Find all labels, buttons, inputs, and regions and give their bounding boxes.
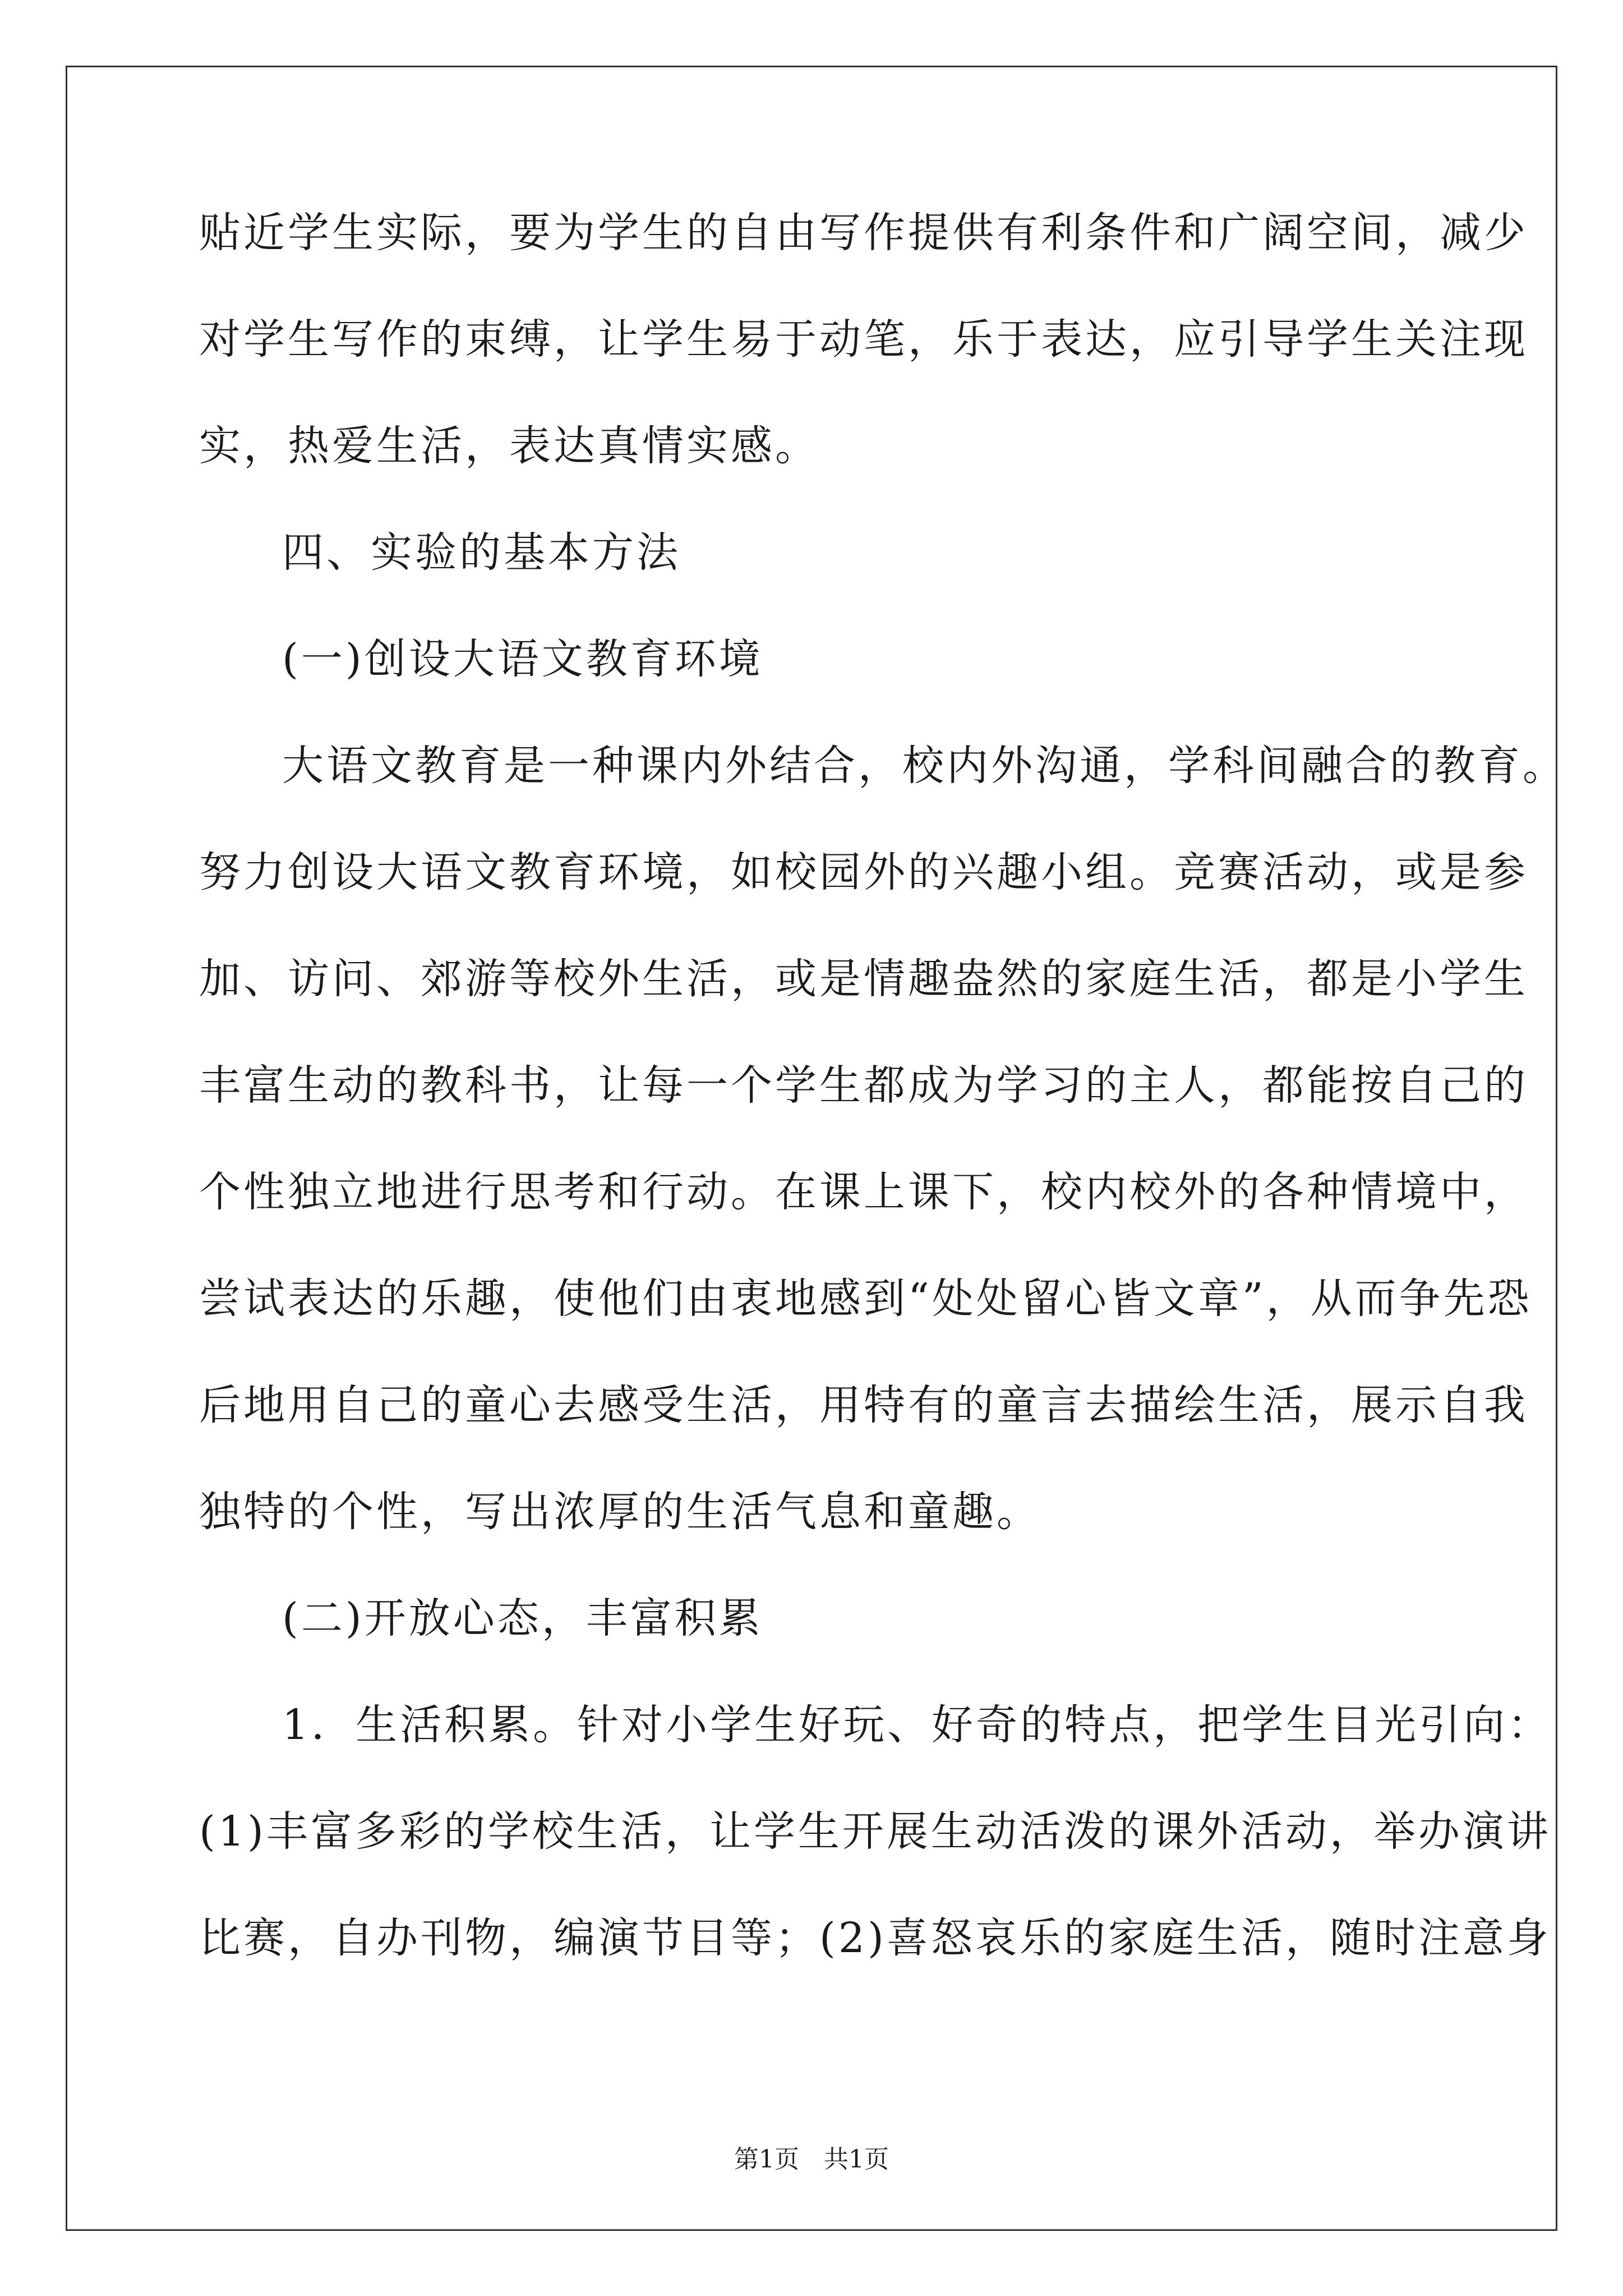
page-border [66,66,1557,2231]
text-line: (1)丰富多彩的学校生活，让学生开展生动活泼的课外活动，举办演讲 [199,1807,1551,1856]
section-heading: 四、实验的基本方法 [282,528,681,577]
text-line: 丰富生动的教科书，让每一个学生都成为学习的主人，都能按自己的 [199,1061,1528,1110]
text-line: 加、访问、郊游等校外生活，或是情趣盎然的家庭生活，都是小学生 [199,955,1528,1003]
subsection-heading: (二)开放心态，丰富积累 [282,1594,763,1642]
text-line: 比赛，自办刊物，编演节目等；(2)喜怒哀乐的家庭生活，随时注意身 [199,1914,1551,1962]
text-line: 独特的个性，写出浓厚的生活气息和童趣。 [199,1488,1041,1536]
text-line: 尝试表达的乐趣，使他们由衷地感到“处处留心皆文章”，从而争先恐 [199,1274,1532,1323]
text-line: 努力创设大语文教育环境，如校园外的兴趣小组。竞赛活动，或是参 [199,848,1528,896]
text-line: 对学生写作的束缚，让学生易于动笔，乐于表达，应引导学生关注现 [199,315,1528,364]
text-line: 个性独立地进行思考和行动。在课上课下，校内校外的各种情境中， [199,1168,1528,1216]
text-line: 实，热爱生活，表达真情实感。 [199,422,819,470]
text-line: 1．生活积累。针对小学生好玩、好奇的特点，把学生目光引向： [282,1701,1552,1749]
text-line: 后地用自己的童心去感受生活，用特有的童言去描绘生活，展示自我 [199,1381,1528,1429]
text-line: 贴近学生实际，要为学生的自由写作提供有利条件和广阔空间，减少 [199,209,1528,257]
subsection-heading: (一)创设大语文教育环境 [282,635,763,683]
text-line: 大语文教育是一种课内外结合，校内外沟通，学科间融合的教育。 [282,742,1567,790]
page-footer: 第1页 共1页 [734,2145,889,2174]
